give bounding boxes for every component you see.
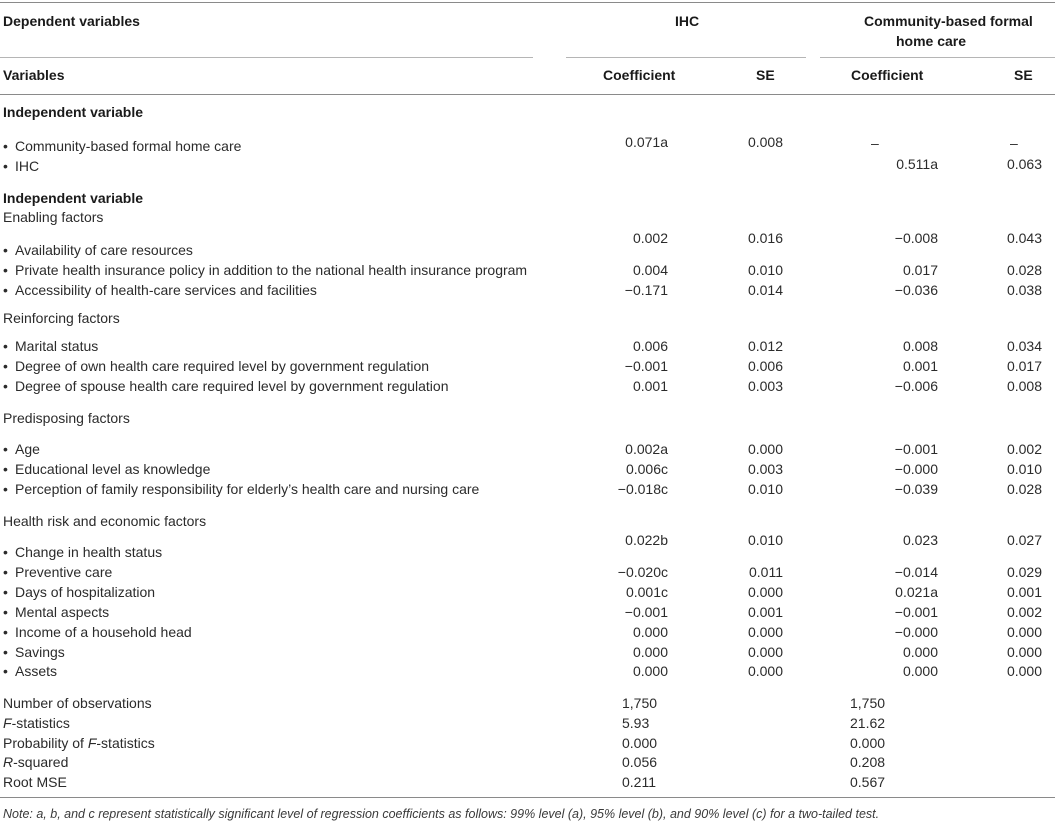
header-ihc-coefficient: Coefficient	[603, 67, 676, 83]
table-bottom-rule	[0, 797, 1055, 798]
row-label: • Availability of care resources	[3, 241, 193, 259]
row-label: • Perception of family responsibility for elderly’s health care and nursing care	[3, 480, 479, 498]
cell-ihc-coef: 0.004	[632, 262, 668, 278]
cell-cb-coef: 0.001	[902, 358, 938, 374]
row-label: • Marital status	[3, 337, 98, 355]
cell-ihc-coef: 0.002a	[625, 441, 668, 457]
cell-cb-coef: −0.014	[894, 564, 938, 580]
group-title-enabling: Enabling factors	[3, 209, 104, 225]
cell-cb-se: 0.008	[1006, 378, 1042, 394]
stat-label-root-mse: Root MSE	[3, 774, 67, 790]
table-note: Note: a, b, and c represent statistically significant level of regression coefficients as follows: 99% level (a), 95% level (b), and 90% level (c) for a two-tailed test.	[3, 807, 880, 821]
cell-cb-coef: 0.000	[902, 663, 938, 679]
cell-cb-coef: 0.021a	[895, 584, 938, 600]
cell-ihc-coef: 0.000	[632, 644, 668, 660]
section-title-independent-variable-1: Independent variable	[3, 104, 144, 120]
cell-ihc-se: 0.001	[747, 604, 783, 620]
row-label: • Days of hospitalization	[3, 583, 155, 601]
header-community-based-line1: Community-based formal	[864, 13, 1033, 29]
stat-label-prob-pre: Probability of	[3, 735, 88, 751]
cell-ihc-coef: 0.006	[632, 338, 668, 354]
stat-ihc-prob-f: 0.000	[622, 735, 658, 751]
cell-cb-se: 0.034	[1006, 338, 1042, 354]
cell-ihc-se: 0.010	[747, 481, 783, 497]
group-title-reinforcing: Reinforcing factors	[3, 310, 120, 326]
stat-label-observations: Number of observations	[3, 695, 152, 711]
cell-cb-se: 0.028	[1006, 262, 1042, 278]
cell-ihc-se: 0.000	[747, 584, 783, 600]
cell-cb-coef: −0.000	[894, 624, 938, 640]
cell-ihc-coef: −0.171	[624, 282, 668, 298]
cell-cb-coef: 0.023	[902, 532, 938, 548]
cell-ihc-se: 0.014	[747, 282, 783, 298]
cell-ihc-se: 0.010	[747, 262, 783, 278]
header-rule-cb	[820, 57, 1055, 58]
header-bottom-rule	[0, 94, 1055, 95]
cell-ihc-se: 0.010	[747, 532, 783, 548]
row-label: • Degree of spouse health care required level by government regulation	[3, 377, 449, 395]
stat-ihc-r-squared: 0.056	[622, 754, 658, 770]
cell-cb-coef: 0.000	[902, 644, 938, 660]
row-label: • Accessibility of health-care services and facilities	[3, 281, 317, 299]
cell-cb-se: 0.010	[1006, 461, 1042, 477]
cell-cb-coef: −0.001	[894, 441, 938, 457]
cell-cb-se: 0.028	[1006, 481, 1042, 497]
top-rule	[0, 2, 1055, 3]
row-label: • Income of a household head	[3, 623, 192, 641]
cell-ihc-se: 0.000	[747, 644, 783, 660]
cell-ihc-coef: −0.001	[624, 358, 668, 374]
header-variables: Variables	[3, 67, 65, 83]
cell-ihc-coef: −0.020c	[617, 564, 668, 580]
stat-label-prob-f	[3, 734, 155, 752]
header-community-based-line2: home care	[896, 33, 967, 49]
cell-ihc-coef: 0.006c	[625, 461, 668, 477]
cell-cb-coef: −0.039	[894, 481, 938, 497]
header-ihc: IHC	[675, 13, 700, 29]
cell-cb-se: 0.027	[1006, 532, 1042, 548]
cell-ihc-coef: 0.022b	[625, 532, 668, 548]
cell-ihc-se: 0.003	[747, 461, 783, 477]
row-label: • Private health insurance policy in addition to the national health insurance program	[3, 261, 527, 279]
cell-ihc-se: 0.000	[747, 624, 783, 640]
cell-ihc-se: 0.000	[747, 663, 783, 679]
stat-ihc-observations: 1,750	[622, 695, 658, 711]
stat-label-prob-italic: F	[87, 735, 97, 751]
cell-cb-coef: −0.006	[894, 378, 938, 394]
stat-label-r-squared	[3, 753, 68, 771]
cell-ihc-coef: 0.002	[632, 230, 668, 246]
stat-label-f-rest: -statistics	[11, 715, 70, 731]
row-label: • Degree of own health care required level by government regulation	[3, 357, 429, 375]
row-label: • Savings	[3, 643, 65, 661]
stat-cb-prob-f: 0.000	[850, 735, 886, 751]
section-title-independent-variable-2: Independent variable	[3, 190, 144, 206]
cell-ihc-coef: 0.071a	[625, 134, 668, 150]
cell-ihc-coef: −0.001	[624, 604, 668, 620]
stat-cb-observations: 1,750	[850, 695, 886, 711]
row-label: • Assets	[3, 662, 57, 680]
cell-cb-coef: 0.017	[902, 262, 938, 278]
cell-ihc-se: 0.012	[747, 338, 783, 354]
header-rule-left	[0, 57, 533, 58]
row-label-community-based: • Community-based formal home care	[3, 137, 241, 155]
stat-label-f-statistics	[3, 714, 70, 732]
row-label: • Change in health status	[3, 543, 162, 561]
cell-ihc-coef: 0.001c	[625, 584, 668, 600]
cell-ihc-coef: 0.000	[632, 624, 668, 640]
cell-ihc-se: 0.003	[747, 378, 783, 394]
cell-ihc-se: 0.011	[749, 564, 783, 580]
cell-cb-se: 0.063	[1006, 156, 1042, 172]
group-title-predisposing: Predisposing factors	[3, 410, 130, 426]
cell-ihc-se: 0.016	[747, 230, 783, 246]
cell-cb-coef: −0.036	[894, 282, 938, 298]
cell-cb-coef: −0.001	[894, 604, 938, 620]
cell-cb-coef: –	[871, 135, 879, 151]
cell-cb-coef: 0.511a	[896, 156, 938, 172]
cell-ihc-coef: 0.001	[632, 378, 668, 394]
stat-cb-r-squared: 0.208	[850, 754, 886, 770]
row-label: • Age	[3, 440, 40, 458]
cell-cb-se: 0.002	[1006, 604, 1042, 620]
stat-ihc-root-mse: 0.211	[622, 774, 656, 790]
cell-cb-coef: −0.000	[894, 461, 938, 477]
cell-cb-se: –	[1010, 135, 1018, 151]
cell-cb-se: 0.001	[1006, 584, 1042, 600]
stat-cb-root-mse: 0.567	[850, 774, 886, 790]
stat-label-f-italic: F	[3, 715, 12, 731]
cell-cb-se: 0.002	[1006, 441, 1042, 457]
header-dependent-variables: Dependent variables	[3, 13, 140, 29]
cell-cb-se: 0.043	[1006, 230, 1042, 246]
cell-cb-se: 0.029	[1006, 564, 1042, 580]
stat-label-r-italic: R	[3, 754, 14, 770]
cell-cb-se: 0.000	[1006, 663, 1042, 679]
stat-ihc-f: 5.93	[622, 715, 650, 731]
cell-cb-coef: 0.008	[902, 338, 938, 354]
cell-cb-se: 0.038	[1006, 282, 1042, 298]
cell-cb-se: 0.000	[1006, 624, 1042, 640]
stat-label-prob-rest: -statistics	[96, 735, 155, 751]
header-rule-ihc	[566, 57, 806, 58]
header-cb-se: SE	[1014, 67, 1033, 83]
group-title-health-risk: Health risk and economic factors	[3, 513, 207, 529]
row-label: • Preventive care	[3, 563, 112, 581]
row-label-ihc: • IHC	[3, 157, 39, 175]
cell-cb-se: 0.017	[1006, 358, 1042, 374]
row-label: • Mental aspects	[3, 603, 109, 621]
cell-ihc-coef: 0.000	[632, 663, 668, 679]
cell-ihc-se: 0.000	[747, 441, 783, 457]
stat-cb-f: 21.62	[850, 715, 886, 731]
header-ihc-se: SE	[756, 67, 775, 83]
cell-ihc-se: 0.006	[747, 358, 783, 374]
cell-ihc-se: 0.008	[747, 134, 783, 150]
cell-cb-coef: −0.008	[894, 230, 938, 246]
cell-ihc-coef: −0.018c	[617, 481, 668, 497]
header-cb-coefficient: Coefficient	[851, 67, 924, 83]
stat-label-r-rest: -squared	[13, 754, 69, 770]
cell-cb-se: 0.000	[1006, 644, 1042, 660]
row-label: • Educational level as knowledge	[3, 460, 210, 478]
